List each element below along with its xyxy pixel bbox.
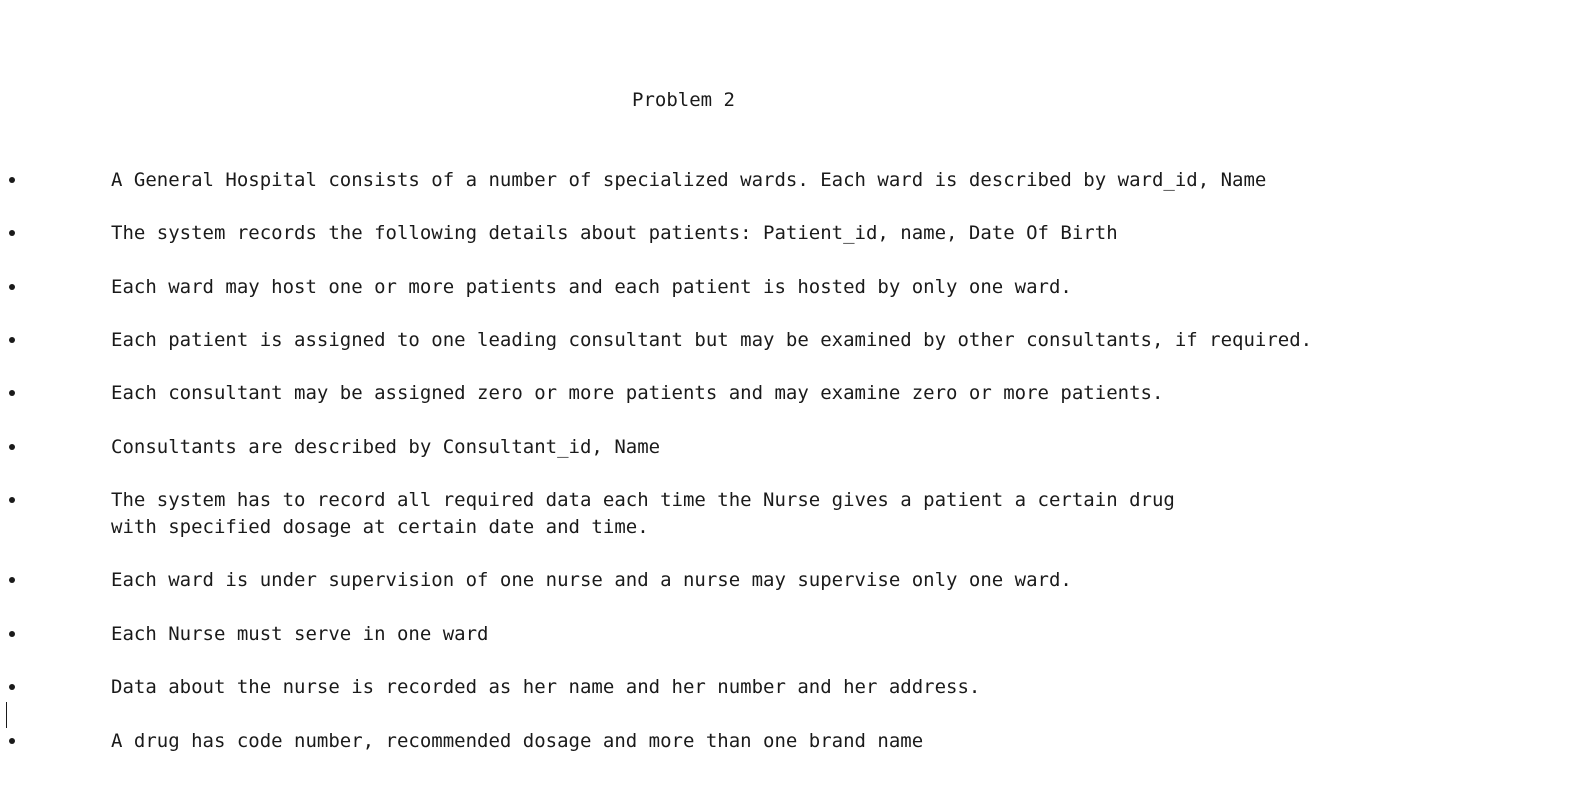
- list-item-text: Each ward may host one or more patients and each patient is hosted by only one ward.: [111, 276, 1072, 298]
- bullet-icon: [9, 390, 15, 396]
- list-item-text: A General Hospital consists of a number of specialized wards. Each ward is described by ward_id, Name: [111, 169, 1267, 191]
- bullet-icon: [9, 684, 15, 690]
- document-title: Problem 2: [632, 89, 735, 111]
- bullet-icon: [9, 497, 15, 503]
- bullet-icon: [9, 738, 15, 744]
- bullet-icon: [9, 284, 15, 290]
- list-item-text: Data about the nurse is recorded as her name and her number and her address.: [111, 676, 981, 698]
- list-item-text: Consultants are described by Consultant_id, Name: [111, 436, 661, 458]
- list-item-text: The system records the following details about patients: Patient_id, name, Date Of Birth: [111, 222, 1118, 244]
- list-item-text: The system has to record all required data each time the Nurse gives a patient a certain drug with specified dosage at certain date and time.: [111, 489, 1175, 538]
- bullet-icon: [9, 631, 15, 637]
- text-cursor: [6, 702, 7, 728]
- list-item-text: Each patient is assigned to one leading consultant but may be examined by other consultants, if required.: [111, 329, 1313, 351]
- list-item-text: A drug has code number, recommended dosage and more than one brand name: [111, 730, 924, 752]
- list-item-text: Each Nurse must serve in one ward: [111, 623, 489, 645]
- bullet-icon: [9, 577, 15, 583]
- bullet-icon: [9, 177, 15, 183]
- list-item-text: Each ward is under supervision of one nurse and a nurse may supervise only one ward.: [111, 569, 1072, 591]
- bullet-icon: [9, 230, 15, 236]
- bullet-icon: [9, 444, 15, 450]
- list-item-text: Each consultant may be assigned zero or more patients and may examine zero or more patients.: [111, 382, 1164, 404]
- bullet-icon: [9, 337, 15, 343]
